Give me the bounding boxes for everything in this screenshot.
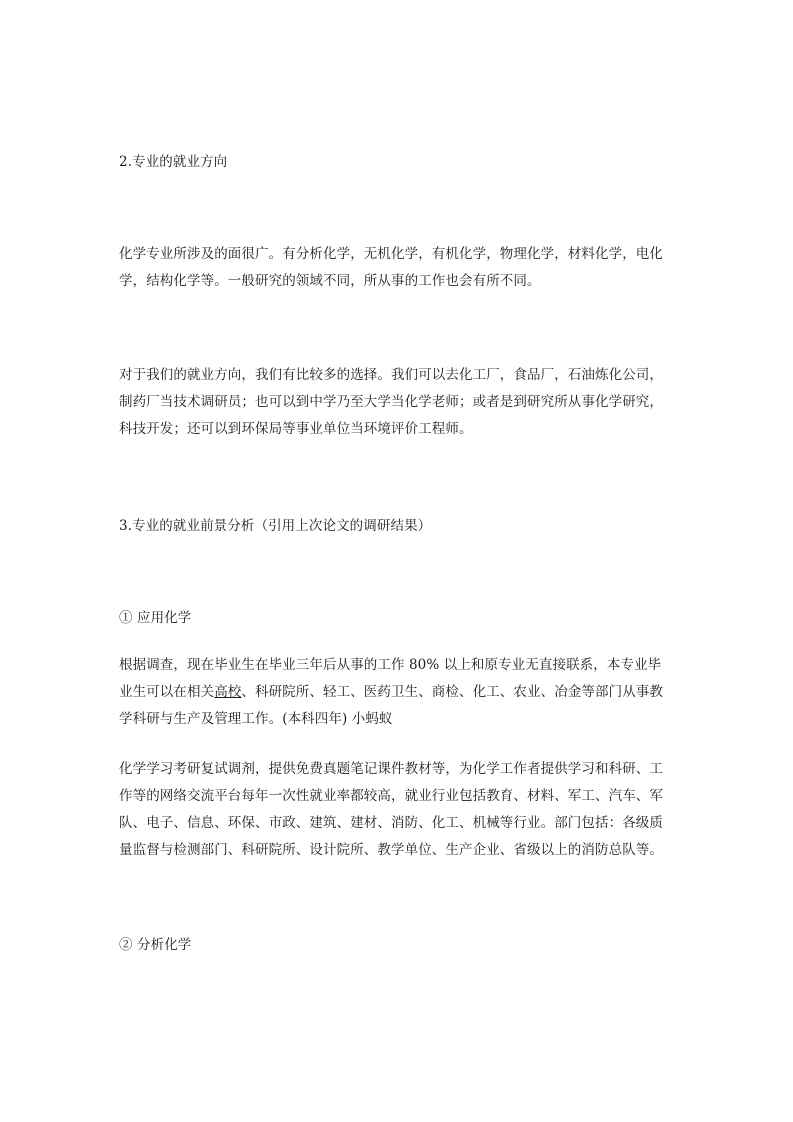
section-heading-3: 3.专业的就业前景分析（引用上次论文的调研结果） xyxy=(119,518,432,534)
paragraph-employment-info: 化学学习考研复试调剂，提供免费真题笔记课件教材等，为化学工作者提供学习和科研、工作等的网络交流平台每年一次性就业率都较高，就业行业包括教育、材料、军工、汽车、军队、电子、信息、环保、市政、建筑、建材、消防、化工、机械等行业。部门包括：各级质量监督与检测部门、科研院所、设计院所、教学单位、生产企业、省级以上的消防总队等。 xyxy=(119,761,663,858)
subheading-analytical-chemistry: ② 分析化学 xyxy=(119,937,192,953)
paragraph-survey-results xyxy=(119,652,673,733)
link-universities[interactable]: 高校 xyxy=(214,684,242,700)
paragraph-career-directions: 对于我们的就业方向，我们有比较多的选择。我们可以去化工厂，食品厂，石油炼化公司，制药厂当技术调研员；也可以到中学乃至大学当化学老师；或者是到研究所从事化学研究，科技开发；还可以到环保局等事业单位当环境评价工程师。 xyxy=(119,367,663,437)
survey-text-before: 根据调查，现在毕业生在毕业三年后从事的工作 80% 以上和原专业无直接联系，本专业毕业生可以在相关 xyxy=(119,657,662,700)
subheading-applied-chemistry: ① 应用化学 xyxy=(119,610,192,626)
paragraph-chemistry-fields: 化学专业所涉及的面很广。有分析化学，无机化学，有机化学，物理化学，材料化学，电化学，结构化学等。一般研究的领域不同，所从事的工作也会有所不同。 xyxy=(119,246,663,289)
survey-text-after: 、科研院所、轻工、医药卫生、商检、化工、农业、冶金等部门从事教学科研与生产及管理工作。(本科四年) 小蚂蚁 xyxy=(119,684,664,727)
section-heading-2: 2.专业的就业方向 xyxy=(119,154,228,170)
